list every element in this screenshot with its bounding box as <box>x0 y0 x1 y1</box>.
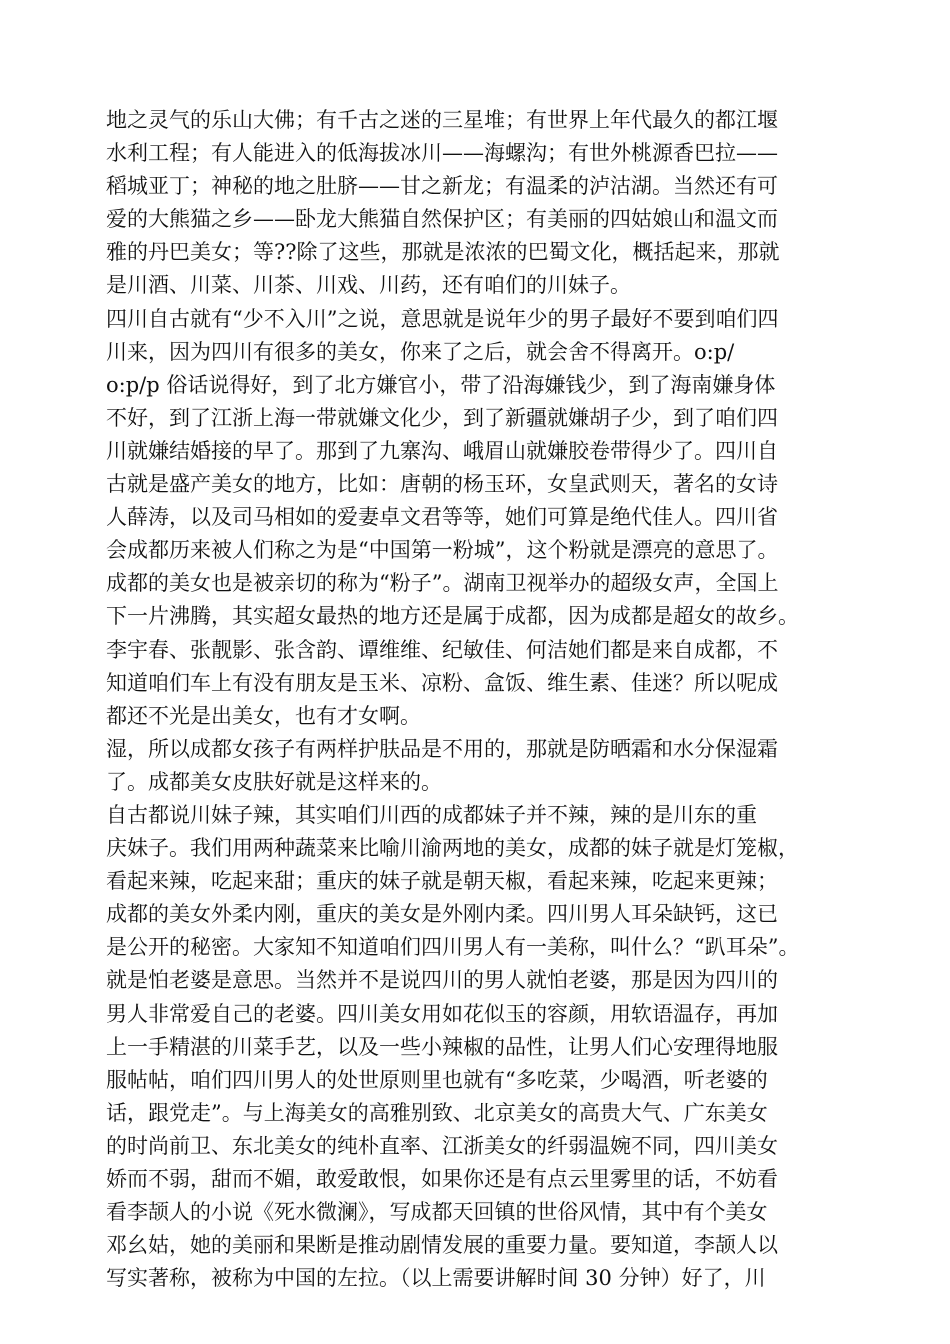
text-line: 看起来辣，吃起来甜；重庆的妹子就是朝天椒，看起来辣，吃起来更辣； <box>106 869 778 894</box>
text-line: 男人非常爱自己的老婆。四川美女用如花似玉的容颜，用软语温存，再加 <box>106 1001 778 1026</box>
text-line: 四川自古就有“少不入川”之说，意思就是说年少的男子最好不要到咱们四 <box>106 306 779 331</box>
text-line: 了。成都美女皮肤好就是这样来的。 <box>106 769 442 794</box>
document-body <box>106 104 866 1295</box>
text-line: 都还不光是出美女，也有才女啊。 <box>106 703 421 728</box>
text-line: 成都的美女也是被亲切的称为“粉子”。湖南卫视举办的超级女声，全国上 <box>106 571 779 596</box>
text-line: o:p/p 俗话说得好，到了北方嫌官小，带了沿海嫌钱少，到了海南嫌身体 <box>106 372 776 397</box>
text-line: 古就是盛产美女的地方，比如：唐朝的杨玉环，女皇武则天，著名的女诗 <box>106 472 778 497</box>
text-line: 爱的大熊猫之乡——卧龙大熊猫自然保护区；有美丽的四姑娘山和温文而 <box>106 207 778 232</box>
text-line: 川来，因为四川有很多的美女，你来了之后，就会舍不得离开。o:p/ <box>106 339 735 364</box>
text-line: 水利工程；有人能进入的低海拔冰川——海螺沟；有世外桃源香巴拉—— <box>106 141 778 166</box>
text-line: 下一片沸腾，其实超女最热的地方还是属于成都，因为成都是超女的故乡。 <box>106 604 799 629</box>
text-line: 上一手精湛的川菜手艺，以及一些小辣椒的品性，让男人们心安理得地服 <box>106 1034 778 1059</box>
text-line: 邓幺姑，她的美丽和果断是推动剧情发展的重要力量。要知道，李颉人以 <box>106 1233 778 1258</box>
text-line: 稻城亚丁；神秘的地之肚脐——甘之新龙；有温柔的泸沽湖。当然还有可 <box>106 174 778 199</box>
text-line: 娇而不弱，甜而不媚，敢爱敢恨，如果你还是有点云里雾里的话，不妨看 <box>106 1167 778 1191</box>
text-line: 是川酒、川菜、川茶、川戏、川药，还有咱们的川妹子。 <box>106 273 631 298</box>
text-line: 的时尚前卫、东北美女的纯朴直率、江浙美女的纤弱温婉不同，四川美女 <box>106 1133 778 1158</box>
text-line: 湿，所以成都女孩子有两样护肤品是不用的，那就是防晒霜和水分保湿霜 <box>106 736 778 761</box>
text-line: 庆妹子。我们用两种蔬菜来比喻川渝两地的美女，成都的妹子就是灯笼椒， <box>106 836 799 861</box>
text-line: 知道咱们车上有没有朋友是玉米、凉粉、盒饭、维生素、佳迷？所以呢成 <box>106 670 778 695</box>
text-line: 服帖帖，咱们四川男人的处世原则里也就有“多吃菜，少喝酒，听老婆的 <box>106 1067 768 1092</box>
text-line: 人薛涛，以及司马相如的爱妻卓文君等等，她们可算是绝代佳人。四川省 <box>106 505 778 530</box>
text-line: 看李颉人的小说《死水微澜》，写成都天回镇的世俗风情，其中有个美女 <box>106 1200 768 1225</box>
text-line: 雅的丹巴美女；等??除了这些，那就是浓浓的巴蜀文化，概括起来，那就 <box>106 240 780 265</box>
text-line: 就是怕老婆是意思。当然并不是说四川的男人就怕老婆，那是因为四川的 <box>106 968 778 993</box>
text-line: 是公开的秘密。大家知不知道咱们四川男人有一美称，叫什么？“趴耳朵”。 <box>106 935 800 960</box>
text-line: 不好，到了江浙上海一带就嫌文化少，到了新疆就嫌胡子少，到了咱们四 <box>106 405 778 430</box>
text-line: 地之灵气的乐山大佛；有千古之迷的三星堆；有世界上年代最久的都江堰 <box>106 108 778 132</box>
text-line: 会成都历来被人们称之为是“中国第一粉城”，这个粉就是漂亮的意思了。 <box>106 538 779 563</box>
text-line: 成都的美女外柔内刚，重庆的美女是外刚内柔。四川男人耳朵缺钙，这已 <box>106 902 778 927</box>
text-line: 川就嫌结婚接的早了。那到了九寨沟、峨眉山就嫌胶卷带得少了。四川自 <box>106 438 778 463</box>
text-line: 写实著称，被称为中国的左拉。（以上需要讲解时间 30 分钟）好了，川 <box>106 1266 766 1291</box>
text-line: 自古都说川妹子辣，其实咱们川西的成都妹子并不辣，辣的是川东的重 <box>106 802 757 827</box>
text-line: 话，跟党走”。与上海美女的高雅别致、北京美女的高贵大气、广东美女 <box>106 1100 768 1125</box>
text-line: 李宇春、张靓影、张含韵、谭维维、纪敏佳、何洁她们都是来自成都，不 <box>106 637 778 662</box>
